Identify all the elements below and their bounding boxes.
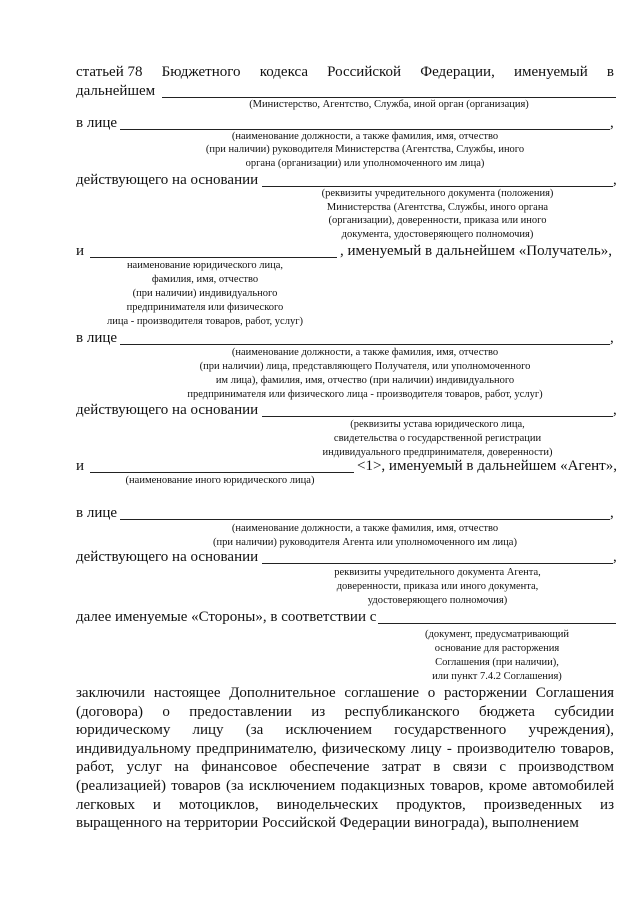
- note-rekvizity-line: (организации), доверенности, приказа или иного: [328, 215, 547, 226]
- label-i: и: [76, 458, 85, 474]
- note-rukovoditel-line: органа (организации) или уполномоченного им лица): [245, 158, 485, 169]
- note-poluchatel-line: (при наличии) индивидуального: [132, 288, 278, 299]
- note-organ: (Министерство, Агентство, Служба, иной орган (организация): [249, 99, 529, 110]
- note-agent: (наименование иного юридического лица): [125, 475, 315, 486]
- note-predstavitel-line: (при наличии) лица, представляющего Получателя, или уполномоченного: [199, 361, 531, 372]
- label-dalneyshem: дальнейшем: [76, 83, 156, 99]
- comma: ,: [613, 402, 617, 418]
- label-v-lice: в лице: [76, 330, 118, 346]
- comma: ,: [610, 505, 614, 521]
- blank-line-agent[interactable]: [90, 472, 354, 473]
- note-osnovanie-line: Соглашения (при наличии),: [435, 657, 559, 668]
- note-predstavitel-line: (наименование должности, а также фамилия, имя, отчество: [231, 347, 499, 358]
- note-rukovoditel-agenta-line: (наименование должности, а также фамилия, имя, отчество: [231, 523, 499, 534]
- note-predstavitel-line: им лица), фамилия, имя, отчество (при наличии) индивидуального: [215, 375, 515, 386]
- label-dalee-storony: далее именуемые «Стороны», в соответствии с: [76, 609, 377, 625]
- comma: ,: [610, 330, 614, 346]
- agent-suffix: <1>, именуемый в дальнейшем «Агент»,: [357, 458, 617, 474]
- intro-word: Российской: [327, 64, 402, 80]
- note-rukovoditel-agenta-line: (при наличии) руководителя Агента или уполномоченного им лица): [213, 537, 517, 548]
- note-osnovanie-line: (документ, предусматривающий: [425, 629, 569, 640]
- note-rekvizity-line: (реквизиты учредительного документа (положения): [321, 188, 554, 199]
- note-poluchatel-line: наименование юридического лица,: [126, 260, 284, 271]
- note-rekvizity-line: документа, удостоверяющего полномочия): [341, 229, 534, 240]
- label-deystvuyushchego: действующего на основании: [76, 402, 259, 418]
- blank-line-osnovanie[interactable]: [378, 623, 616, 624]
- note-ustav-line: свидетельства о государственной регистрации: [333, 433, 542, 444]
- intro-word: Федерации,: [420, 64, 495, 80]
- blank-line-rekvizity-agenta[interactable]: [262, 563, 613, 564]
- label-deystvuyushchego: действующего на основании: [76, 172, 259, 188]
- note-ustav-line: индивидуального предпринимателя, доверенности): [322, 447, 553, 458]
- note-rekvizity-line: Министерства (Агентства, Службы, иного органа: [326, 202, 549, 213]
- intro-word: в: [606, 64, 614, 80]
- comma: ,: [613, 549, 617, 565]
- note-rekvizity-agenta-line: реквизиты учредительного документа Агента,: [334, 567, 541, 578]
- comma: ,: [610, 115, 614, 131]
- comma: ,: [613, 172, 617, 188]
- label-deystvuyushchego: действующего на основании: [76, 549, 259, 565]
- blank-line-predstavitel[interactable]: [120, 344, 610, 345]
- label-v-lice: в лице: [76, 115, 118, 131]
- blank-line-rukovoditel-agenta[interactable]: [120, 519, 610, 520]
- intro-line: [76, 64, 614, 81]
- note-osnovanie-line: основание для расторжения: [434, 643, 560, 654]
- note-poluchatel-line: лица - производителя товаров, работ, услуг): [106, 316, 303, 327]
- note-osnovanie-line: или пункт 7.4.2 Соглашения): [432, 671, 562, 682]
- blank-line-ustav[interactable]: [262, 416, 613, 417]
- note-rukovoditel-line: (наименование должности, а также фамилия, имя, отчество: [231, 131, 499, 142]
- label-i: и: [76, 243, 85, 259]
- closing-paragraph: заключили настоящее Дополнительное соглашение о расторжении Соглашения (договора) о предоставлении из республиканского бюджета субсидии юридическому лицу (за исключением государственного учреждения), индивидуальному предпринимателю, физическому лицу - производителю товаров, работ, услуг на финансовое обеспечение затрат в связи с производством (реализацией) товаров (за исключением подакцизных товаров, кроме автомобилей легковых и мотоциклов, винодельческих продуктов, произведенных из выращенного на территории Российской Федерации винограда), выполнением: [76, 685, 614, 832]
- note-ustav-line: (реквизиты устава юридического лица,: [350, 419, 525, 430]
- poluchatel-suffix: , именуемый в дальнейшем «Получатель»,: [340, 243, 612, 259]
- note-rekvizity-agenta-line: доверенности, приказа или иного документа,: [336, 581, 539, 592]
- note-predstavitel-line: предпринимателя или физического лица - производителя товаров, работ, услуг): [187, 389, 543, 400]
- label-v-lice: в лице: [76, 505, 118, 521]
- note-rukovoditel-line: (при наличии) руководителя Министерства (Агентства, Службы, иного: [205, 144, 525, 155]
- note-rekvizity-agenta-line: удостоверяющего полномочия): [367, 595, 508, 606]
- intro-word: Бюджетного: [161, 64, 241, 80]
- note-poluchatel-line: фамилия, имя, отчество: [151, 274, 259, 285]
- blank-line-poluchatel[interactable]: [90, 257, 337, 258]
- intro-word: кодекса: [259, 64, 308, 80]
- intro-word: статьей 78: [76, 64, 143, 80]
- intro-word: именуемый: [513, 64, 588, 80]
- note-poluchatel-line: предпринимателя или физического: [126, 302, 284, 313]
